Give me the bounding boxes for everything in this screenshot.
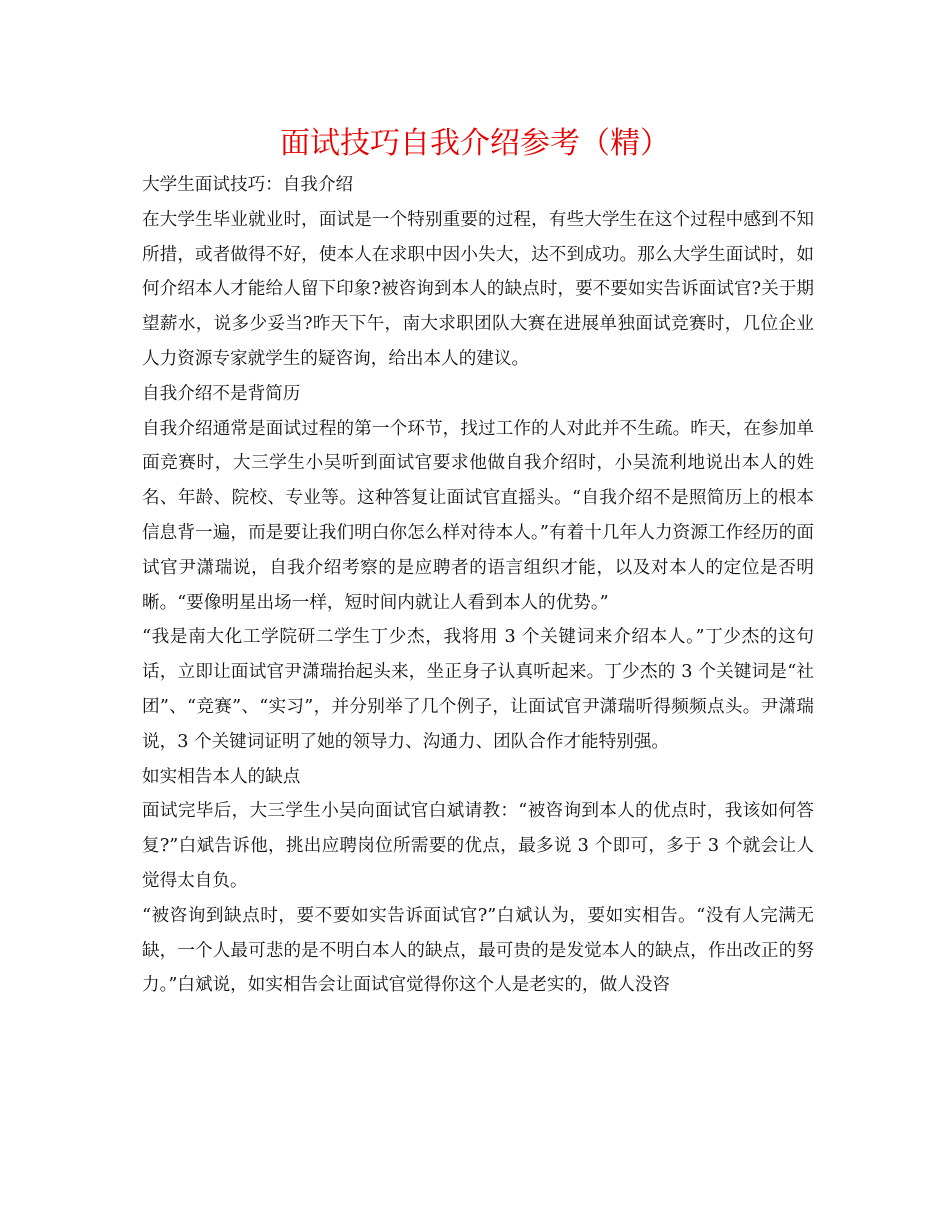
body-paragraph: 在大学生毕业就业时，面试是一个特别重要的过程，有些大学生在这个过程中感到不知所措，或者做得不好，使本人在求职中因小失大，达不到成功。那么大学生面试时，如何介绍本人才能给人留下印象?被咨询到本人的缺点时，要不要如实告诉面试官?关于期望薪水，说多少妥当?昨天下午，南大求职团队大赛在进展单独面试竞赛时，几位企业人力资源专家就学生的疑咨询，给出本人的建议。	[142, 209, 814, 369]
body-paragraph: 自我介绍通常是面试过程的第一个环节，找过工作的人对此并不生疏。昨天，在参加单面竞赛时，大三学生小吴听到面试官要求他做自我介绍时，小吴流利地说出本人的姓名、年龄、院校、专业等。这种答复让面试官直摇头。“自我介绍不是照简历上的根本信息背一遍，而是要让我们明白你怎么样对待本人。”有着十几年人力资源工作经历的面试官尹潇瑞说，自我介绍考察的是应聘者的语言组织才能，以及对本人的定位是否明晰。“要像明星出场一样，短时间内就让人看到本人的优势。”	[142, 418, 814, 613]
body-paragraph: “我是南大化工学院研二学生丁少杰，我将用 3 个关键词来介绍本人。”丁少杰的这句话，立即让面试官尹潇瑞抬起头来，坐正身子认真听起来。丁少杰的 3 个关键词是“社团”、“竞赛”、“实习”，并分别举了几个例子，让面试官尹潇瑞听得频频点头。尹潇瑞说，3 个关键词证明了她的领导力、沟通力、团队合作才能特别强。	[142, 627, 814, 752]
body-paragraph: “被咨询到缺点时，要不要如实告诉面试官?”白斌认为，要如实相告。“没有人完满无缺，一个人最可悲的是不明白本人的缺点，最可贵的是发觉本人的缺点，作出改正的努力。”白斌说，如实相告会让面试官觉得你这个人是老实的，做人没咨	[142, 905, 814, 996]
section-heading: 如实相告本人的缺点	[142, 766, 301, 787]
document-title: 面试技巧自我介绍参考（精）	[280, 126, 670, 161]
document-body	[142, 168, 814, 1003]
section-heading: 大学生面试技巧：自我介绍	[142, 175, 354, 195]
body-paragraph: 面试完毕后，大三学生小吴向面试官白斌请教：“被咨询到本人的优点时，我该如何答复?”白斌告诉他，挑出应聘岗位所需要的优点，最多说 3 个即可，多于 3 个就会让人觉得太自负。	[142, 801, 814, 891]
section-heading: 自我介绍不是背简历	[142, 383, 301, 404]
